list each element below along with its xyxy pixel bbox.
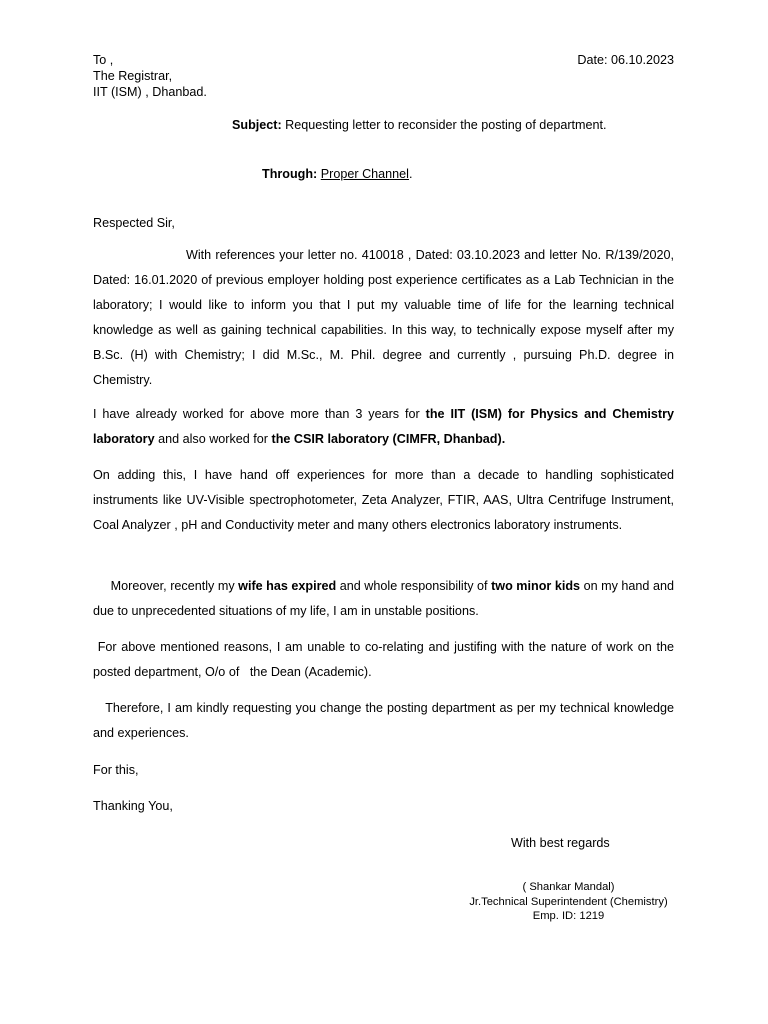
for-this: For this, [93, 763, 139, 777]
signatory-title: Jr.Technical Superintendent (Chemistry) [469, 895, 668, 908]
subject-label: Subject: [232, 118, 282, 132]
p4-part-e: on my hand and due to unprecedented situations of my life, I am in unstable positions. [93, 579, 678, 618]
thanking-line: Thanking You, [93, 799, 173, 813]
through-line [262, 166, 412, 182]
p2-part-d: the CSIR laboratory (CIMFR, Dhanbad). [271, 432, 506, 446]
employee-id: Emp. ID: 1219 [532, 910, 605, 922]
letter-date: Date: 06.10.2023 [577, 53, 674, 67]
p4-part-d: two minor kids [491, 579, 581, 593]
paragraph-1: With references your letter no. 410018 , Dated: 03.10.2023 and letter No. R/139/2020, Dated: 16.01.2020 of previous employer holding post experience certificates as a Lab Technician in the laboratory; I would like to inform you that I put my valuable time of life for the learning technical knowledge as well as gaining technical capabilities. In this way, to technically expose myself after my B.Sc. (H) with Chemistry; I did M.Sc., M. Phil. degree and currently , pursuing Ph.D. degree in Chemistry. [93, 248, 674, 387]
through-label: Through: [262, 167, 318, 181]
signatory-name: ( Shankar Mandal) [522, 881, 615, 893]
p2-part-a: I have already worked for above more than 3 years for [93, 407, 426, 421]
paragraph-4 [93, 574, 678, 624]
to-line: To , [93, 53, 114, 67]
paragraph-6: Therefore, I am kindly requesting you change the posting department as per my technical knowledge and experiences. [93, 701, 678, 740]
recipient: The Registrar, [93, 69, 173, 83]
p4-part-b: wife has expired [238, 579, 337, 593]
through-value: Proper Channel [320, 167, 409, 181]
institute: IIT (ISM) , Dhanbad. [93, 85, 207, 99]
p4-part-a: Moreover, recently my [93, 579, 239, 593]
through-end: . [408, 167, 413, 181]
paragraph-2 [93, 402, 674, 452]
subject-line [232, 117, 607, 133]
p2-part-b: the IIT (ISM) for Physics and Chemistry laboratory [93, 407, 674, 446]
closing-regards: With best regards [511, 836, 610, 850]
paragraph-5: For above mentioned reasons, I am unable to co-relating and justifing with the nature of work on the posted department, O/o of the Dean (Academic). [93, 640, 681, 679]
salutation: Respected Sir, [93, 216, 175, 230]
subject-text: Requesting letter to reconsider the posting of department. [281, 118, 607, 132]
p2-part-c: and also worked for [154, 432, 272, 446]
p4-part-c: and whole responsibility of [336, 579, 492, 593]
signature-block [450, 880, 687, 924]
paragraph-3: On adding this, I have hand off experiences for more than a decade to handling sophisticated instruments like UV-Visible spectrophotometer, Zeta Analyzer, FTIR, AAS, Ultra Centrifuge Instrument, Coal Analyzer , pH and Conductivity meter and many others electronics laboratory instruments. [93, 468, 674, 532]
